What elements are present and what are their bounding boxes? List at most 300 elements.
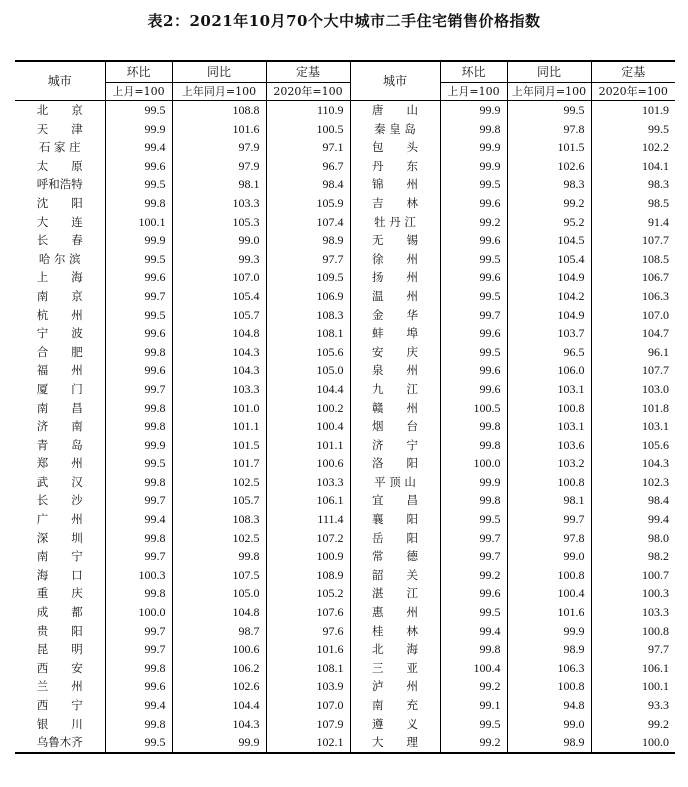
fixed-right-cell: 98.2 bbox=[591, 547, 675, 566]
yoy-right-cell: 104.9 bbox=[507, 306, 591, 325]
fixed-right-cell: 100.0 bbox=[591, 733, 675, 753]
yoy-right-cell: 96.5 bbox=[507, 343, 591, 362]
city-left-cell: 杭 州 bbox=[36, 307, 83, 322]
city-left-cell: 西 宁 bbox=[36, 698, 83, 712]
table-row bbox=[15, 417, 675, 436]
fixed-left-cell: 100.4 bbox=[266, 417, 350, 436]
mom-right-cell: 99.5 bbox=[440, 603, 507, 622]
fixed-right-cell: 98.5 bbox=[591, 194, 675, 213]
mom-left-cell: 99.6 bbox=[105, 157, 172, 176]
fixed-left-cell: 101.1 bbox=[266, 436, 350, 455]
city-left-cell: 长 沙 bbox=[36, 493, 83, 508]
fixed-left-cell: 97.6 bbox=[266, 622, 350, 641]
yoy-right-cell: 103.1 bbox=[507, 417, 591, 436]
mom-left-cell: 99.8 bbox=[105, 417, 172, 436]
city-right-cell: 九 江 bbox=[350, 380, 440, 399]
mom-left-cell: 99.7 bbox=[105, 380, 172, 399]
yoy-left-cell: 102.5 bbox=[172, 529, 266, 548]
mom-sub-right: 上月=100 bbox=[440, 83, 507, 101]
yoy-right-cell: 104.5 bbox=[507, 231, 591, 250]
fixed-right-cell: 108.5 bbox=[591, 250, 675, 269]
city-right-cell: 唐 山 bbox=[350, 101, 440, 120]
fixed-right-cell: 105.6 bbox=[591, 436, 675, 455]
yoy-left-cell: 101.7 bbox=[172, 454, 266, 473]
yoy-right-cell: 100.8 bbox=[507, 677, 591, 696]
table-row bbox=[15, 733, 675, 753]
city-right-cell: 锦 州 bbox=[350, 175, 440, 194]
city-left-cell: 银 川 bbox=[36, 716, 83, 731]
city-right-cell: 丹 东 bbox=[350, 157, 440, 176]
fixed-right-cell: 100.8 bbox=[591, 622, 675, 641]
yoy-header-right: 同比 bbox=[507, 61, 591, 83]
city-right-cell: 常 德 bbox=[350, 547, 440, 566]
mom-right-cell: 99.7 bbox=[440, 547, 507, 566]
fixed-right-cell: 107.7 bbox=[591, 231, 675, 250]
fixed-left-cell: 100.2 bbox=[266, 399, 350, 418]
fixed-left-cell: 105.9 bbox=[266, 194, 350, 213]
yoy-right-cell: 104.2 bbox=[507, 287, 591, 306]
yoy-left-cell: 101.1 bbox=[172, 417, 266, 436]
city-right-cell: 泸 州 bbox=[350, 677, 440, 696]
yoy-right-cell: 99.5 bbox=[507, 101, 591, 120]
mom-right-cell: 99.5 bbox=[440, 343, 507, 362]
yoy-right-cell: 101.5 bbox=[507, 138, 591, 157]
fixed-right-cell: 100.7 bbox=[591, 566, 675, 585]
fixed-left-cell: 108.9 bbox=[266, 566, 350, 585]
table-row bbox=[15, 399, 675, 418]
city-left-cell: 海 口 bbox=[36, 567, 83, 582]
mom-right-cell: 99.5 bbox=[440, 250, 507, 269]
city-left-cell: 郑 州 bbox=[36, 456, 83, 471]
yoy-left-cell: 105.0 bbox=[172, 584, 266, 603]
city-left-cell: 南 京 bbox=[36, 288, 83, 303]
fixed-header-right: 定基 bbox=[591, 61, 675, 83]
yoy-right-cell: 100.8 bbox=[507, 566, 591, 585]
yoy-right-cell: 100.4 bbox=[507, 584, 591, 603]
table-row bbox=[15, 622, 675, 641]
fixed-left-cell: 103.9 bbox=[266, 677, 350, 696]
yoy-left-cell: 107.0 bbox=[172, 268, 266, 287]
mom-right-cell: 99.1 bbox=[440, 696, 507, 715]
city-right-cell: 吉 林 bbox=[350, 194, 440, 213]
yoy-left-cell: 103.3 bbox=[172, 380, 266, 399]
mom-left-cell: 99.5 bbox=[105, 306, 172, 325]
yoy-left-cell: 105.7 bbox=[172, 306, 266, 325]
table-row bbox=[15, 287, 675, 306]
fixed-right-cell: 91.4 bbox=[591, 213, 675, 232]
mom-right-cell: 99.6 bbox=[440, 194, 507, 213]
table-row bbox=[15, 101, 675, 120]
city-right-cell: 扬 州 bbox=[350, 268, 440, 287]
mom-right-cell: 99.6 bbox=[440, 268, 507, 287]
table-row bbox=[15, 231, 675, 250]
city-right-cell: 秦 皇 岛 bbox=[350, 120, 440, 139]
yoy-sub-left: 上年同月=100 bbox=[172, 83, 266, 101]
yoy-left-cell: 104.8 bbox=[172, 603, 266, 622]
fixed-right-cell: 101.8 bbox=[591, 399, 675, 418]
fixed-right-cell: 106.1 bbox=[591, 659, 675, 678]
table-row bbox=[15, 436, 675, 455]
fixed-left-cell: 106.1 bbox=[266, 491, 350, 510]
yoy-right-cell: 98.1 bbox=[507, 491, 591, 510]
city-left-cell: 福 州 bbox=[36, 363, 83, 378]
city-left-cell: 太 原 bbox=[36, 158, 83, 173]
fixed-right-cell: 106.7 bbox=[591, 268, 675, 287]
city-right-cell: 温 州 bbox=[350, 287, 440, 306]
fixed-left-cell: 100.9 bbox=[266, 547, 350, 566]
yoy-left-cell: 104.8 bbox=[172, 324, 266, 343]
fixed-left-cell: 98.9 bbox=[266, 231, 350, 250]
mom-left-cell: 99.7 bbox=[105, 547, 172, 566]
yoy-right-cell: 101.6 bbox=[507, 603, 591, 622]
yoy-right-cell: 100.8 bbox=[507, 473, 591, 492]
table-row bbox=[15, 529, 675, 548]
city-left-cell: 天 津 bbox=[36, 121, 83, 136]
yoy-right-cell: 99.0 bbox=[507, 547, 591, 566]
fixed-left-cell: 104.4 bbox=[266, 380, 350, 399]
mom-left-cell: 99.5 bbox=[105, 454, 172, 473]
city-left-cell: 上 海 bbox=[36, 270, 83, 285]
fixed-left-cell: 107.9 bbox=[266, 715, 350, 734]
mom-right-cell: 99.6 bbox=[440, 584, 507, 603]
fixed-left-cell: 97.7 bbox=[266, 250, 350, 269]
yoy-left-cell: 99.3 bbox=[172, 250, 266, 269]
fixed-left-cell: 105.0 bbox=[266, 361, 350, 380]
city-left-cell: 南 昌 bbox=[36, 400, 83, 415]
fixed-right-cell: 101.9 bbox=[591, 101, 675, 120]
city-right-cell: 南 充 bbox=[350, 696, 440, 715]
city-left-cell: 西 安 bbox=[36, 660, 83, 675]
fixed-right-cell: 104.7 bbox=[591, 324, 675, 343]
fixed-left-cell: 96.7 bbox=[266, 157, 350, 176]
city-left-cell: 贵 阳 bbox=[36, 623, 83, 638]
mom-left-cell: 99.4 bbox=[105, 510, 172, 529]
city-left-cell: 成 都 bbox=[36, 605, 83, 620]
yoy-left-cell: 107.5 bbox=[172, 566, 266, 585]
table-row bbox=[15, 640, 675, 659]
fixed-right-cell: 100.3 bbox=[591, 584, 675, 603]
mom-right-cell: 99.4 bbox=[440, 622, 507, 641]
yoy-right-cell: 103.2 bbox=[507, 454, 591, 473]
city-right-cell: 蚌 埠 bbox=[350, 324, 440, 343]
city-right-cell: 宜 昌 bbox=[350, 491, 440, 510]
mom-right-cell: 99.6 bbox=[440, 380, 507, 399]
fixed-left-cell: 97.1 bbox=[266, 138, 350, 157]
fixed-right-cell: 106.3 bbox=[591, 287, 675, 306]
yoy-right-cell: 98.3 bbox=[507, 175, 591, 194]
fixed-right-cell: 99.4 bbox=[591, 510, 675, 529]
table-row bbox=[15, 547, 675, 566]
yoy-left-cell: 99.8 bbox=[172, 547, 266, 566]
city-left-cell: 广 州 bbox=[36, 512, 83, 527]
mom-right-cell: 99.5 bbox=[440, 715, 507, 734]
fixed-right-cell: 100.1 bbox=[591, 677, 675, 696]
fixed-right-cell: 98.4 bbox=[591, 491, 675, 510]
table-row bbox=[15, 603, 675, 622]
yoy-right-cell: 99.9 bbox=[507, 622, 591, 641]
city-right-cell: 安 庆 bbox=[350, 343, 440, 362]
table-row bbox=[15, 120, 675, 139]
yoy-left-cell: 103.3 bbox=[172, 194, 266, 213]
city-left-cell: 兰 州 bbox=[36, 679, 83, 694]
mom-left-cell: 99.9 bbox=[105, 436, 172, 455]
fixed-right-cell: 96.1 bbox=[591, 343, 675, 362]
yoy-right-cell: 95.2 bbox=[507, 213, 591, 232]
city-left-cell: 武 汉 bbox=[36, 474, 83, 489]
mom-left-cell: 99.6 bbox=[105, 361, 172, 380]
fixed-right-cell: 103.3 bbox=[591, 603, 675, 622]
mom-right-cell: 99.2 bbox=[440, 733, 507, 753]
fixed-right-cell: 103.1 bbox=[591, 417, 675, 436]
yoy-right-cell: 103.1 bbox=[507, 380, 591, 399]
city-right-cell: 金 华 bbox=[350, 306, 440, 325]
yoy-left-cell: 106.2 bbox=[172, 659, 266, 678]
yoy-sub-right: 上年同月=100 bbox=[507, 83, 591, 101]
mom-left-cell: 99.8 bbox=[105, 584, 172, 603]
table-row bbox=[15, 194, 675, 213]
yoy-right-cell: 103.7 bbox=[507, 324, 591, 343]
city-right-cell: 北 海 bbox=[350, 640, 440, 659]
yoy-right-cell: 99.7 bbox=[507, 510, 591, 529]
yoy-left-cell: 100.6 bbox=[172, 640, 266, 659]
mom-header-left: 环比 bbox=[105, 61, 172, 83]
mom-left-cell: 99.6 bbox=[105, 677, 172, 696]
city-right-cell: 湛 江 bbox=[350, 584, 440, 603]
yoy-right-cell: 106.3 bbox=[507, 659, 591, 678]
fixed-left-cell: 107.6 bbox=[266, 603, 350, 622]
table-row bbox=[15, 491, 675, 510]
city-right-cell: 无 锡 bbox=[350, 231, 440, 250]
city-left-cell: 青 岛 bbox=[36, 437, 83, 452]
yoy-left-cell: 102.5 bbox=[172, 473, 266, 492]
mom-right-cell: 100.0 bbox=[440, 454, 507, 473]
fixed-left-cell: 107.2 bbox=[266, 529, 350, 548]
mom-right-cell: 100.4 bbox=[440, 659, 507, 678]
yoy-right-cell: 100.8 bbox=[507, 399, 591, 418]
table-row bbox=[15, 473, 675, 492]
city-left-cell: 深 圳 bbox=[36, 530, 83, 545]
yoy-left-cell: 99.0 bbox=[172, 231, 266, 250]
fixed-right-cell: 98.3 bbox=[591, 175, 675, 194]
mom-right-cell: 99.9 bbox=[440, 473, 507, 492]
table-row bbox=[15, 138, 675, 157]
table-row bbox=[15, 715, 675, 734]
mom-right-cell: 99.2 bbox=[440, 213, 507, 232]
yoy-left-cell: 99.9 bbox=[172, 733, 266, 753]
fixed-right-cell: 107.7 bbox=[591, 361, 675, 380]
table-row bbox=[15, 361, 675, 380]
mom-left-cell: 100.0 bbox=[105, 603, 172, 622]
city-header-left: 城市 bbox=[15, 61, 105, 101]
yoy-left-cell: 101.0 bbox=[172, 399, 266, 418]
fixed-left-cell: 100.6 bbox=[266, 454, 350, 473]
table-row bbox=[15, 306, 675, 325]
table-row bbox=[15, 343, 675, 362]
yoy-right-cell: 99.2 bbox=[507, 194, 591, 213]
mom-left-cell: 99.8 bbox=[105, 343, 172, 362]
city-right-cell: 襄 阳 bbox=[350, 510, 440, 529]
mom-right-cell: 99.2 bbox=[440, 566, 507, 585]
yoy-left-cell: 105.3 bbox=[172, 213, 266, 232]
mom-left-cell: 99.4 bbox=[105, 138, 172, 157]
city-right-cell: 大 理 bbox=[350, 733, 440, 753]
table-row bbox=[15, 268, 675, 287]
mom-right-cell: 99.2 bbox=[440, 677, 507, 696]
mom-right-cell: 99.9 bbox=[440, 101, 507, 120]
mom-left-cell: 99.5 bbox=[105, 101, 172, 120]
mom-right-cell: 99.8 bbox=[440, 491, 507, 510]
city-right-cell: 洛 阳 bbox=[350, 454, 440, 473]
fixed-right-cell: 107.0 bbox=[591, 306, 675, 325]
city-right-cell: 烟 台 bbox=[350, 417, 440, 436]
mom-left-cell: 99.4 bbox=[105, 696, 172, 715]
city-left-cell: 哈 尔 滨 bbox=[38, 251, 81, 266]
mom-right-cell: 99.8 bbox=[440, 120, 507, 139]
city-right-cell: 韶 关 bbox=[350, 566, 440, 585]
mom-left-cell: 99.7 bbox=[105, 491, 172, 510]
yoy-left-cell: 98.7 bbox=[172, 622, 266, 641]
table-row bbox=[15, 566, 675, 585]
city-left-cell: 济 南 bbox=[36, 419, 83, 434]
mom-left-cell: 99.6 bbox=[105, 268, 172, 287]
mom-left-cell: 99.8 bbox=[105, 194, 172, 213]
table-row bbox=[15, 677, 675, 696]
mom-left-cell: 99.9 bbox=[105, 120, 172, 139]
fixed-left-cell: 102.1 bbox=[266, 733, 350, 753]
fixed-left-cell: 105.2 bbox=[266, 584, 350, 603]
mom-right-cell: 99.6 bbox=[440, 361, 507, 380]
yoy-left-cell: 104.3 bbox=[172, 715, 266, 734]
fixed-left-cell: 110.9 bbox=[266, 101, 350, 120]
mom-left-cell: 99.7 bbox=[105, 287, 172, 306]
mom-right-cell: 99.7 bbox=[440, 306, 507, 325]
mom-right-cell: 99.5 bbox=[440, 287, 507, 306]
mom-left-cell: 99.7 bbox=[105, 640, 172, 659]
city-right-cell: 赣 州 bbox=[350, 399, 440, 418]
yoy-left-cell: 108.3 bbox=[172, 510, 266, 529]
mom-right-cell: 99.5 bbox=[440, 175, 507, 194]
fixed-left-cell: 106.9 bbox=[266, 287, 350, 306]
fixed-left-cell: 109.5 bbox=[266, 268, 350, 287]
fixed-right-cell: 98.0 bbox=[591, 529, 675, 548]
yoy-left-cell: 98.1 bbox=[172, 175, 266, 194]
mom-left-cell: 99.5 bbox=[105, 250, 172, 269]
yoy-left-cell: 104.3 bbox=[172, 343, 266, 362]
yoy-right-cell: 98.9 bbox=[507, 640, 591, 659]
table-row bbox=[15, 584, 675, 603]
yoy-left-cell: 101.6 bbox=[172, 120, 266, 139]
fixed-left-cell: 101.6 bbox=[266, 640, 350, 659]
city-left-cell: 厦 门 bbox=[36, 381, 83, 396]
fixed-right-cell: 99.5 bbox=[591, 120, 675, 139]
city-header-right: 城市 bbox=[350, 61, 440, 101]
fixed-right-cell: 102.2 bbox=[591, 138, 675, 157]
fixed-right-cell: 102.3 bbox=[591, 473, 675, 492]
yoy-header-left: 同比 bbox=[172, 61, 266, 83]
yoy-left-cell: 97.9 bbox=[172, 138, 266, 157]
fixed-sub-right: 2020年=100 bbox=[591, 83, 675, 101]
fixed-header-left: 定基 bbox=[266, 61, 350, 83]
city-left-cell: 呼和浩特 bbox=[36, 177, 83, 192]
fixed-left-cell: 108.3 bbox=[266, 306, 350, 325]
yoy-right-cell: 103.6 bbox=[507, 436, 591, 455]
mom-left-cell: 99.8 bbox=[105, 529, 172, 548]
fixed-left-cell: 107.4 bbox=[266, 213, 350, 232]
fixed-left-cell: 105.6 bbox=[266, 343, 350, 362]
table-row bbox=[15, 324, 675, 343]
city-right-cell: 济 宁 bbox=[350, 436, 440, 455]
city-right-cell: 岳 阳 bbox=[350, 529, 440, 548]
mom-left-cell: 99.8 bbox=[105, 715, 172, 734]
table-row bbox=[15, 380, 675, 399]
yoy-left-cell: 108.8 bbox=[172, 101, 266, 120]
table-row bbox=[15, 454, 675, 473]
mom-right-cell: 99.6 bbox=[440, 324, 507, 343]
city-left-cell: 昆 明 bbox=[36, 642, 83, 657]
fixed-left-cell: 111.4 bbox=[266, 510, 350, 529]
mom-left-cell: 99.6 bbox=[105, 324, 172, 343]
mom-left-cell: 99.9 bbox=[105, 231, 172, 250]
table-title: 表2：2021年10月70个大中城市二手住宅销售价格指数 bbox=[147, 12, 541, 30]
fixed-sub-left: 2020年=100 bbox=[266, 83, 350, 101]
city-right-cell: 包 头 bbox=[350, 138, 440, 157]
mom-right-cell: 99.5 bbox=[440, 510, 507, 529]
city-left-cell: 南 宁 bbox=[36, 549, 83, 564]
mom-sub-left: 上月=100 bbox=[105, 83, 172, 101]
city-right-cell: 泉 州 bbox=[350, 361, 440, 380]
yoy-left-cell: 105.7 bbox=[172, 491, 266, 510]
city-right-cell: 遵 义 bbox=[350, 715, 440, 734]
table-row bbox=[15, 213, 675, 232]
price-index-table bbox=[15, 60, 675, 754]
city-right-cell: 平 顶 山 bbox=[350, 473, 440, 492]
mom-left-cell: 99.8 bbox=[105, 473, 172, 492]
table-row bbox=[15, 696, 675, 715]
mom-left-cell: 99.8 bbox=[105, 399, 172, 418]
city-right-cell: 桂 林 bbox=[350, 622, 440, 641]
yoy-left-cell: 104.4 bbox=[172, 696, 266, 715]
city-right-cell: 三 亚 bbox=[350, 659, 440, 678]
yoy-right-cell: 98.9 bbox=[507, 733, 591, 753]
fixed-left-cell: 98.4 bbox=[266, 175, 350, 194]
mom-right-cell: 99.7 bbox=[440, 529, 507, 548]
mom-left-cell: 99.5 bbox=[105, 175, 172, 194]
yoy-right-cell: 94.8 bbox=[507, 696, 591, 715]
table-row bbox=[15, 157, 675, 176]
mom-right-cell: 99.8 bbox=[440, 417, 507, 436]
yoy-left-cell: 101.5 bbox=[172, 436, 266, 455]
yoy-right-cell: 99.0 bbox=[507, 715, 591, 734]
mom-right-cell: 100.5 bbox=[440, 399, 507, 418]
fixed-left-cell: 108.1 bbox=[266, 659, 350, 678]
yoy-right-cell: 97.8 bbox=[507, 120, 591, 139]
yoy-left-cell: 105.4 bbox=[172, 287, 266, 306]
fixed-left-cell: 107.0 bbox=[266, 696, 350, 715]
yoy-left-cell: 97.9 bbox=[172, 157, 266, 176]
fixed-right-cell: 104.3 bbox=[591, 454, 675, 473]
mom-left-cell: 100.1 bbox=[105, 213, 172, 232]
fixed-right-cell: 104.1 bbox=[591, 157, 675, 176]
city-right-cell: 牡 丹 江 bbox=[350, 213, 440, 232]
city-left-cell: 大 连 bbox=[36, 214, 83, 229]
city-left-cell: 沈 阳 bbox=[36, 195, 83, 210]
mom-left-cell: 99.8 bbox=[105, 659, 172, 678]
table-row bbox=[15, 510, 675, 529]
mom-right-cell: 99.9 bbox=[440, 157, 507, 176]
mom-left-cell: 99.5 bbox=[105, 733, 172, 753]
city-left-cell: 长 春 bbox=[36, 233, 83, 248]
table-row bbox=[15, 659, 675, 678]
